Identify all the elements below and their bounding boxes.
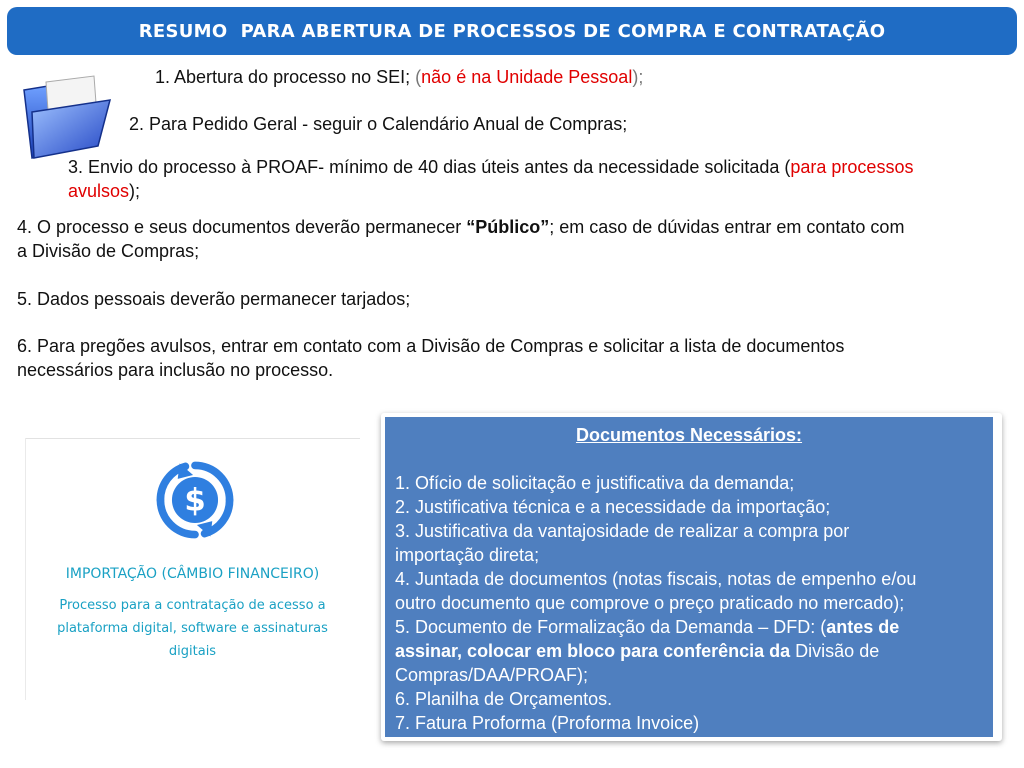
item-4: 4. O processo e seus documentos deverão permanecer “Público”; em caso de dúvidas entrar em contato com a Divisão de Compras;	[17, 217, 905, 261]
item-5: 5. Dados pessoais deverão permanecer tarjados;	[17, 289, 411, 309]
page-title: RESUMO PARA ABERTURA DE PROCESSOS DE COMPRA E CONTRATAÇÃO	[138, 20, 886, 42]
doc-item-4-cont: outro documento que comprove o preço praticado no mercado);	[395, 593, 905, 613]
item-1: 1. Abertura do processo no SEI; (não é na Unidade Pessoal);	[155, 67, 644, 87]
documents-panel	[385, 417, 993, 737]
doc-item-3: 3. Justificativa da vantajosidade de realizar a compra por	[395, 521, 850, 541]
documents-list	[395, 471, 985, 735]
doc-item-5-cont2: Compras/DAA/PROAF);	[395, 665, 589, 685]
svg-text:$: $	[184, 482, 206, 519]
doc-item-6: 6. Planilha de Orçamentos.	[395, 689, 613, 709]
item-2: 2. Para Pedido Geral - seguir o Calendário Anual de Compras;	[129, 114, 628, 134]
doc-item-4: 4. Juntada de documentos (notas fiscais, notas de empenho e/ou	[395, 569, 917, 589]
doc-item-1: 1. Ofício de solicitação e justificativa da demanda;	[395, 473, 795, 493]
dollar-exchange-icon	[147, 452, 243, 548]
folder-icon	[18, 72, 118, 162]
doc-item-5-cont: assinar, colocar em bloco para conferência da Divisão de	[395, 641, 880, 661]
card-top-border	[25, 438, 360, 439]
card-title: IMPORTAÇÃO (CÂMBIO FINANCEIRO)	[65, 566, 320, 582]
card-description: Processo para a contratação de acesso a plataforma digital, software e assinaturas digitais	[57, 598, 328, 659]
doc-item-2: 2. Justificativa técnica e a necessidade da importação;	[395, 497, 831, 517]
import-card	[25, 438, 360, 700]
item-6: 6. Para pregões avulsos, entrar em contato com a Divisão de Compras e solicitar a lista de documentos necessários para inclusão no processo.	[17, 336, 845, 380]
doc-item-7: 7. Fatura Proforma (Proforma Invoice)	[395, 713, 700, 733]
item-3: 3. Envio do processo à PROAF- mínimo de 40 dias úteis antes da necessidade solicitada (para processos avulsos);	[68, 157, 914, 201]
documents-box	[381, 413, 1002, 741]
title-bar	[7, 7, 1017, 55]
doc-item-5: 5. Documento de Formalização da Demanda – DFD: (antes de	[395, 617, 900, 637]
documents-heading: Documentos Necessários:	[575, 425, 803, 445]
doc-item-3-cont: importação direta;	[395, 545, 540, 565]
